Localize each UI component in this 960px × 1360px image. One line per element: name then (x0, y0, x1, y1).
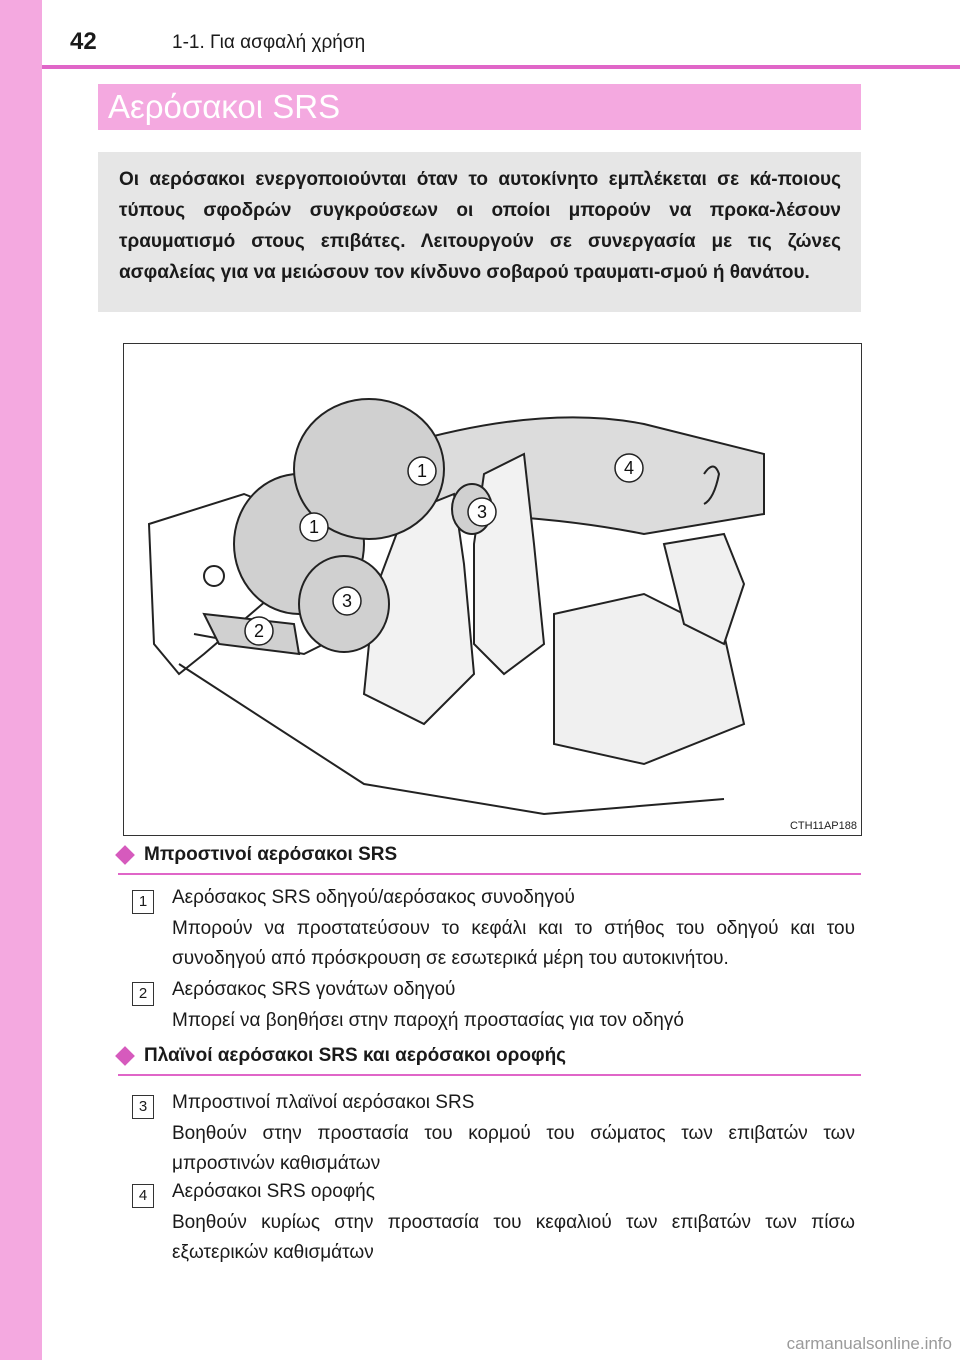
watermark: carmanualsonline.info (786, 1334, 952, 1353)
item-number: 4 (132, 1184, 154, 1208)
car-interior-drawing (124, 344, 861, 835)
callout-3a: 3 (476, 502, 488, 522)
intro-text: Οι αερόσακοι ενεργοποιούνται όταν το αυτοκίνητο εμπλέκεται σε κά-ποιους τύπους σφοδρών συγκρούσεων οι οποίοι μπορούν να προκα-λέσουν τραυματισμό στους επιβάτες. Λειτουργούν σε συνεργασία με τις ζώνες ασφαλείας για να μειώσουν τον κίνδυνο σοβαρού τραυματι-σμού ή θανάτου. (119, 169, 841, 283)
item-number: 3 (132, 1095, 154, 1119)
item-title: Αερόσακος SRS γονάτων οδηγού (172, 979, 456, 1000)
chapter-title: 1-1. Για ασφαλή χρήση (172, 32, 366, 53)
diamond-bullet-icon (115, 1046, 135, 1066)
section-rule (118, 873, 861, 875)
item-title: Αερόσακοι SRS οροφής (172, 1181, 375, 1202)
callout-1a: 1 (416, 461, 428, 481)
callout-2: 2 (253, 621, 265, 641)
page-number: 42 (70, 28, 97, 55)
item-description: Βοηθούν στην προστασία του κορμού του σώματος των επιβατών των μπροστινών καθισμάτων (172, 1123, 855, 1174)
item-number: 2 (132, 982, 154, 1006)
section-banner (98, 84, 861, 130)
airbag-illustration (123, 343, 862, 836)
item-description: Μπορεί να βοηθήσει στην παροχή προστασίας για τον οδηγό (172, 1010, 684, 1031)
section-rule (118, 1074, 861, 1076)
section-title: Μπροστινοί αερόσακοι SRS (144, 844, 398, 865)
item-description: Μπορούν να προστατεύσουν το κεφάλι και το στήθος του οδηγού και του συνοδηγού από πρόσκρουση σε εσωτερικά μέρη του αυτοκινήτου. (172, 918, 855, 969)
header-rule (42, 65, 960, 69)
callout-1b: 1 (308, 517, 320, 537)
callout-4: 4 (623, 458, 635, 478)
item-description: Βοηθούν κυρίως στην προστασία του κεφαλιού των επιβατών των πίσω εξωτερικών καθισμάτων (172, 1212, 855, 1263)
left-margin-bar (0, 0, 42, 1360)
intro-box (98, 152, 861, 312)
item-title: Μπροστινοί πλαϊνοί αερόσακοι SRS (172, 1092, 475, 1113)
figure-code: CTH11AP188 (789, 820, 857, 832)
callout-3b: 3 (341, 591, 353, 611)
diamond-bullet-icon (115, 845, 135, 865)
banner-title: Αερόσακοι SRS (108, 88, 341, 125)
item-number: 1 (132, 890, 154, 914)
section-title: Πλαϊνοί αερόσακοι SRS και αερόσακοι οροφής (144, 1045, 567, 1066)
item-title: Αερόσακος SRS οδηγού/αερόσακος συνοδηγού (172, 887, 575, 908)
